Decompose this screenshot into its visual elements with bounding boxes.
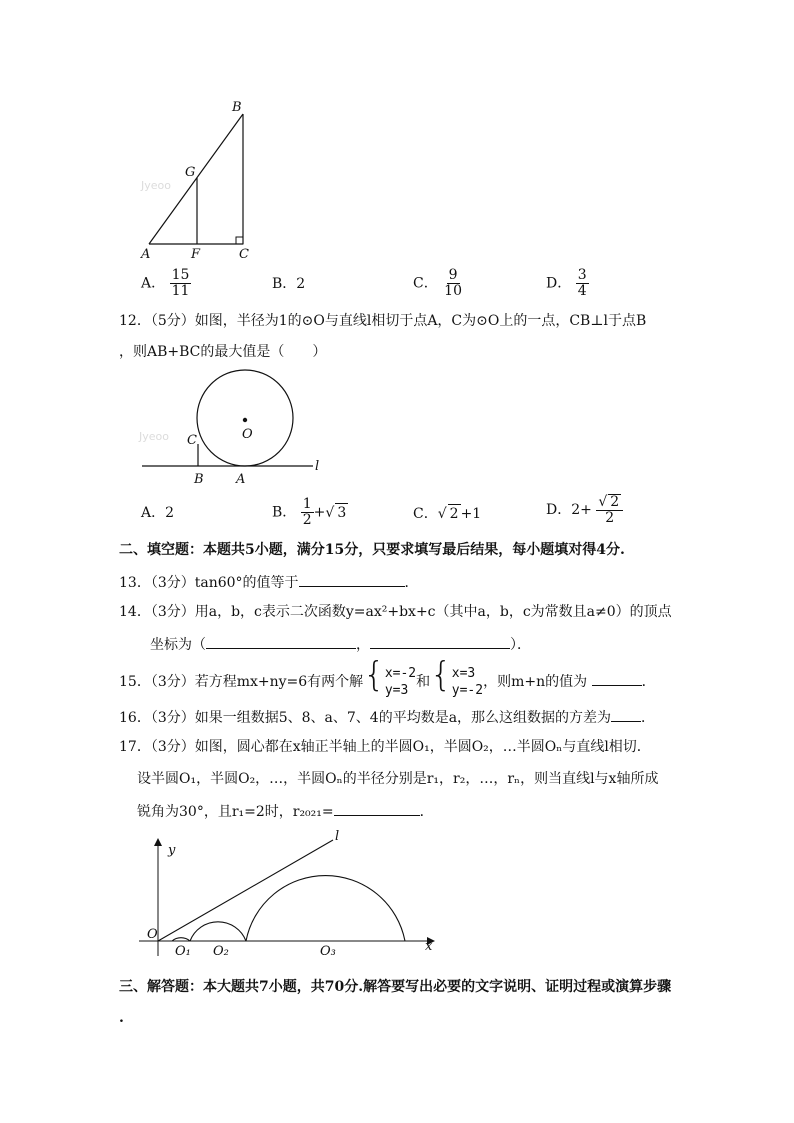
q17-label-o3: O₃ [320, 944, 336, 959]
q16-answer-blank[interactable] [611, 707, 641, 722]
q11-option-c-letter: C． [413, 275, 438, 292]
q17-line2: 设半圆O₁，半圆O₂，…，半圆Oₙ的半径分别是r₁，r₂，…，rₙ，则当直线l与x轴所成 [137, 771, 659, 787]
q16-end: ． [641, 710, 656, 726]
q15-system-1-bottom: y=3 [384, 683, 409, 698]
q12-option-d-radicand: 2 [610, 494, 620, 510]
q17-semicircles-figure [135, 826, 445, 962]
q11-option-d-num: 3 [577, 267, 587, 283]
q17-label-l: l [335, 829, 340, 844]
q12-option-d-den: 2 [605, 510, 615, 526]
q12-option-b-letter: B． [272, 504, 297, 521]
q11-label-f: F [191, 247, 201, 262]
q11-watermark: Jyeoo [141, 179, 171, 192]
q15-system-2-top: x=3 [451, 666, 476, 681]
q12-option-b-den: 2 [302, 512, 312, 528]
q11-option-d-letter: D． [546, 275, 572, 292]
q17-end: ． [419, 804, 434, 820]
q12-option-d-fraction [596, 494, 623, 526]
q17-answer-blank[interactable] [334, 801, 420, 816]
q12-option-a-text: 2 [165, 505, 175, 521]
q14-answer-blank-1[interactable] [206, 634, 356, 649]
q11-label-g: G [185, 165, 196, 180]
q12-option-d [546, 494, 623, 526]
q14-line2 [150, 634, 531, 654]
q11-option-a-fraction [170, 268, 192, 299]
q17-label-o: O [147, 927, 158, 942]
q11-label-c: C [239, 247, 249, 262]
q17-label-y: y [168, 843, 176, 858]
q16-text: 16．（3分）如果一组数据5、8、a、7、4的平均数是a，那么这组数据的方差为 [119, 710, 612, 726]
q13-end: ． [404, 575, 419, 591]
q11-option-d [546, 268, 589, 299]
q17-line1: 17．（3分）如图，圆心都在x轴正半轴上的半圆O₁，半圆O₂，…半圆Oₙ与直线l相切． [119, 739, 651, 755]
q11-option-b-text: 2 [296, 276, 306, 292]
q15-system-2-bottom: y=-2 [451, 683, 484, 698]
q12-option-c-letter: C． [413, 506, 438, 522]
q15-system-1-top: x=-2 [384, 666, 417, 681]
q12-stem-line2: ，则AB+BC的最大值是（ ） [119, 344, 327, 360]
q12-stem-line1: 12．（5分）如图，半径为1的⊙O与直线l相切于点A，C为⊙O上的一点，CB⊥l于点B [119, 313, 647, 329]
q17-label-o1: O₁ [175, 944, 191, 959]
q11-option-c-num: 9 [448, 267, 458, 283]
q12-option-a-letter: A． [141, 505, 166, 521]
q12-option-b [272, 497, 348, 528]
q12-option-c-radicand: 2 [449, 506, 459, 522]
q12-label-l: l [315, 459, 320, 474]
q15-text: 15．（3分）若方程mx+ny=6有两个解 [119, 674, 364, 690]
q12-label-b: B [194, 472, 204, 487]
q15-brace-1: { [363, 655, 385, 695]
q11-option-d-fraction [576, 268, 589, 299]
q14-line1: 14．（3分）用a，b，c表示二次函数y=ax²+bx+c（其中a，b，c为常数且a≠0）的顶点 [119, 604, 672, 620]
q12-option-b-plus: + [313, 504, 326, 521]
q17-label-o2: O₂ [213, 944, 229, 959]
q14-answer-blank-2[interactable] [370, 634, 510, 649]
q12-option-b-root: √ 3 [325, 505, 347, 521]
q17-line3 [137, 801, 434, 821]
q13-line [119, 572, 419, 592]
q11-option-d-den: 4 [577, 283, 587, 299]
q11-option-a-num: 15 [171, 267, 190, 283]
q12-option-d-letter: D． [546, 502, 572, 518]
q14-tail: ）． [510, 637, 531, 653]
q15-system-1 [385, 665, 416, 699]
section-3-heading-end: . [119, 1010, 124, 1026]
q11-option-c-fraction [442, 268, 464, 299]
q14-comma: ， [356, 637, 370, 653]
q11-option-c-den: 10 [444, 283, 462, 299]
q14-head: 坐标为（ [150, 637, 206, 653]
q12-option-d-num: √ 2 [596, 494, 623, 511]
q15-brace-2: { [430, 655, 452, 695]
q11-label-b: B [232, 100, 242, 115]
q11-option-a [141, 268, 191, 299]
q17-text: 锐角为30°，且r₁=2时，r₂₀₂₁= [137, 804, 334, 820]
q17-label-x: x [425, 939, 433, 954]
q12-option-c [413, 504, 481, 523]
q12-option-b-num: 1 [302, 496, 312, 512]
q12-option-c-tail: +1 [460, 506, 482, 522]
q12-circle-figure [135, 364, 335, 490]
q12-label-o: O [242, 427, 253, 442]
q12-option-a [141, 504, 174, 522]
q15-system-2 [452, 665, 483, 699]
q11-option-b-letter: B． [272, 276, 297, 292]
q15-answer-blank[interactable] [592, 671, 642, 686]
q12-option-b-fraction [301, 497, 314, 528]
q12-label-c: C [187, 433, 197, 448]
q12-option-d-lead: 2+ [571, 502, 592, 518]
q11-option-c [413, 268, 464, 299]
q12-watermark: Jyeoo [139, 430, 169, 443]
q13-answer-blank[interactable] [299, 572, 405, 587]
q11-option-b [272, 275, 305, 293]
q15-and: 和 [416, 674, 431, 690]
q11-option-a-letter: A． [141, 275, 166, 292]
q12-option-b-radicand: 3 [337, 505, 347, 521]
q12-option-c-root: √ 2 [437, 506, 459, 522]
q11-label-a: A [141, 247, 151, 262]
q15-end: ． [641, 674, 656, 690]
q11-triangle-figure [135, 96, 265, 262]
q11-option-a-den: 11 [171, 283, 190, 299]
q15-line [119, 655, 656, 702]
q13-text: 13．（3分）tan60°的值等于 [119, 575, 299, 591]
q15-tail: ，则m+n的值为 [483, 674, 588, 690]
section-3-heading: 三、解答题：本大题共7小题，共70分.解答要写出必要的文字说明、证明过程或演算步骤 [119, 979, 672, 995]
section-2-heading: 二、填空题：本题共5小题，满分15分，只要求填写最后结果，每小题填对得4分. [119, 542, 625, 558]
q16-line [119, 707, 655, 727]
q12-label-a: A [236, 472, 246, 487]
